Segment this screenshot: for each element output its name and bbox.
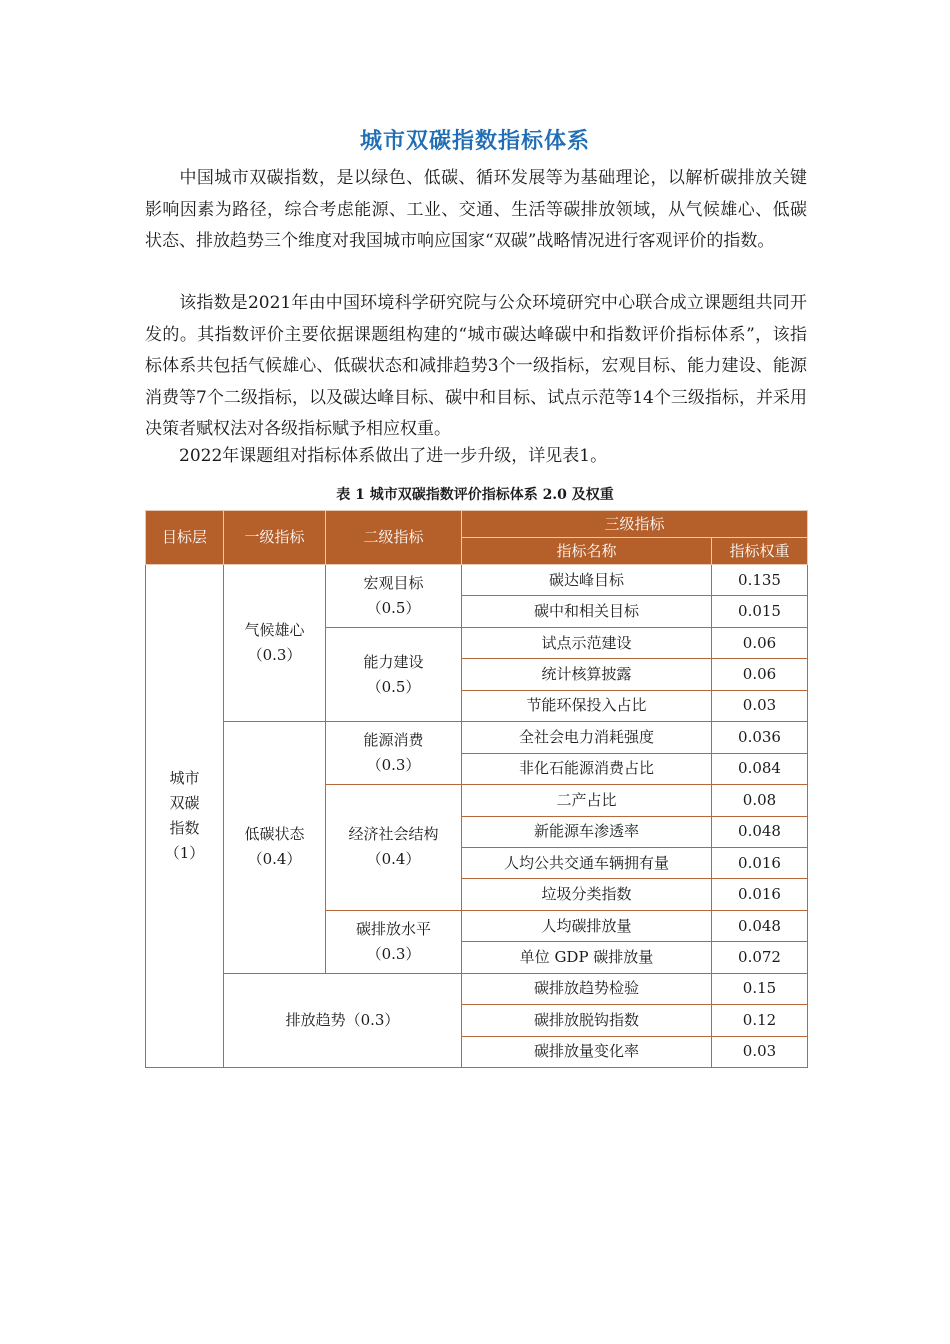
level2-name: 经济社会结构	[348, 825, 439, 844]
level1-low-carbon-status	[224, 722, 326, 974]
table-row	[146, 722, 808, 753]
indicator-weight: 0.06	[712, 627, 808, 658]
level2-socioeconomic-structure	[326, 785, 462, 911]
indicator-name: 非化石能源消费占比	[462, 753, 712, 784]
indicator-name: 碳排放量变化率	[462, 1036, 712, 1067]
target-line: 指数	[169, 819, 200, 837]
table-row	[146, 565, 808, 596]
level2-energy-consumption	[326, 722, 462, 785]
level1-weight: （0.4）	[247, 850, 302, 869]
header-level1: 一级指标	[224, 511, 326, 565]
paragraph-intro-text: 中国城市双碳指数，是以绿色、低碳、循环发展等为基础理论，以解析碳排放关键影响因素为路径，综合考虑能源、工业、交通、生活等碳排放领域，从气候雄心、低碳状态、排放趋势三个维度对我国城市响应国家“双碳”战略情况进行客观评价的指数。	[145, 168, 807, 251]
indicator-name: 人均公共交通车辆拥有量	[462, 847, 712, 878]
indicator-weight: 0.03	[712, 1036, 808, 1067]
indicator-name: 垃圾分类指数	[462, 879, 712, 910]
indicator-weight: 0.016	[712, 847, 808, 878]
paragraph-history-text: 该指数是2021年由中国环境科学研究院与公众环境研究中心联合成立课题组共同开发的。其指数评价主要依据课题组构建的“城市碳达峰碳中和指数评价指标体系”，该指标体系共包括气候雄心、低碳状态和减排趋势3个一级指标，宏观目标、能力建设、能源消费等7个二级指标，以及碳达峰目标、碳中和目标、试点示范等14个三级指标，并采用决策者赋权法对各级指标赋予相应权重。	[145, 293, 807, 439]
indicator-name: 人均碳排放量	[462, 910, 712, 941]
indicator-weight: 0.08	[712, 785, 808, 816]
level2-name: 能力建设	[363, 652, 424, 671]
level2-macro-targets	[326, 565, 462, 628]
level2-name: 碳排放水平	[355, 919, 431, 938]
page-title: 城市双碳指数指标体系	[359, 129, 590, 154]
level2-weight: （0.3）	[366, 756, 421, 775]
paragraph-upgrade-text: 2022年课题组对指标体系做出了进一步升级，详见表1。	[179, 446, 608, 466]
indicator-weight: 0.084	[712, 753, 808, 784]
table-row	[146, 973, 808, 1004]
indicator-weight: 0.015	[712, 596, 808, 627]
indicator-weight: 0.048	[712, 910, 808, 941]
indicator-weight: 0.15	[712, 973, 808, 1004]
target-line: （1）	[164, 844, 205, 862]
indicator-name: 单位 GDP 碳排放量	[462, 942, 712, 973]
header-level3: 三级指标	[462, 511, 808, 538]
indicator-name: 碳排放趋势检验	[462, 973, 712, 1004]
level2-carbon-emission-level	[326, 910, 462, 973]
indicator-weight: 0.016	[712, 879, 808, 910]
paragraph-history	[145, 288, 807, 446]
level2-weight: （0.5）	[366, 677, 421, 696]
level1-climate-ambition	[224, 565, 326, 722]
indicator-weight: 0.12	[712, 1005, 808, 1036]
level2-capacity-building	[326, 627, 462, 721]
indicator-name: 碳达峰目标	[462, 565, 712, 596]
table-caption: 表 1 城市双碳指数评价指标体系 2.0 及权重	[336, 487, 614, 503]
indicator-name: 统计核算披露	[462, 659, 712, 690]
indicator-name: 节能环保投入占比	[462, 690, 712, 721]
indicator-name: 碳中和相关目标	[462, 596, 712, 627]
indicator-weight: 0.072	[712, 942, 808, 973]
header-target: 目标层	[146, 511, 224, 565]
level1-emission-trend: 排放趋势（0.3）	[224, 973, 462, 1067]
target-line: 双碳	[169, 794, 200, 812]
indicator-name: 全社会电力消耗强度	[462, 722, 712, 753]
level2-name: 能源消费	[363, 731, 424, 750]
level2-weight: （0.5）	[366, 598, 421, 617]
header-level2: 二级指标	[326, 511, 462, 565]
level2-weight: （0.3）	[366, 944, 421, 963]
level2-name: 宏观目标	[363, 573, 424, 592]
header-weight: 指标权重	[712, 538, 808, 565]
target-line: 城市	[169, 769, 200, 787]
level2-weight: （0.4）	[366, 850, 421, 869]
indicator-weight: 0.036	[712, 722, 808, 753]
paragraph-intro	[145, 163, 807, 258]
paragraph-upgrade	[145, 441, 807, 473]
level1-weight: （0.3）	[247, 646, 302, 665]
indicator-weight: 0.03	[712, 690, 808, 721]
indicator-name: 碳排放脱钩指数	[462, 1005, 712, 1036]
indicator-weight: 0.048	[712, 816, 808, 847]
target-cell	[146, 565, 224, 1068]
index-table	[145, 510, 808, 1068]
level1-name: 低碳状态	[244, 825, 305, 844]
indicator-name: 新能源车渗透率	[462, 816, 712, 847]
header-name: 指标名称	[462, 538, 712, 565]
level1-name: 气候雄心	[244, 621, 305, 640]
indicator-weight: 0.135	[712, 565, 808, 596]
indicator-weight: 0.06	[712, 659, 808, 690]
indicator-name: 试点示范建设	[462, 627, 712, 658]
indicator-name: 二产占比	[462, 785, 712, 816]
